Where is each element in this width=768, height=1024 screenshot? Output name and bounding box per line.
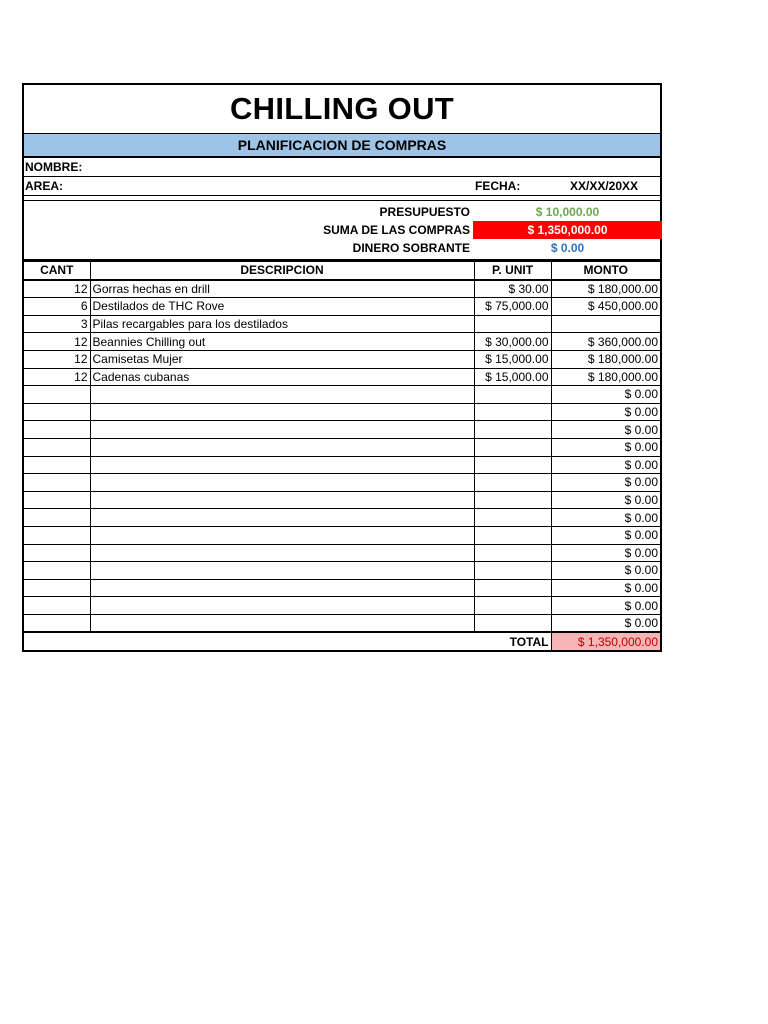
amount-cell[interactable]: $ 180,000.00 <box>551 350 660 368</box>
sobrante-row <box>24 239 660 257</box>
purchases-table <box>24 261 660 650</box>
unit-price-cell[interactable]: $ 75,000.00 <box>474 298 551 316</box>
description-cell[interactable] <box>90 386 474 404</box>
amount-cell[interactable]: $ 0.00 <box>551 562 660 580</box>
unit-price-cell[interactable] <box>474 474 551 492</box>
suma-row <box>24 221 660 239</box>
unit-price-cell[interactable]: $ 30.00 <box>474 280 551 298</box>
nombre-label: NOMBRE: <box>25 160 83 174</box>
amount-cell[interactable]: $ 0.00 <box>551 491 660 509</box>
amount-cell[interactable]: $ 0.00 <box>551 456 660 474</box>
fecha-value[interactable]: XX/XX/20XX <box>570 179 639 193</box>
unit-price-cell[interactable] <box>474 562 551 580</box>
cant-cell[interactable]: 6 <box>24 298 90 316</box>
cant-cell[interactable] <box>24 579 90 597</box>
fecha-label: FECHA: <box>475 179 521 193</box>
cant-cell[interactable]: 12 <box>24 368 90 386</box>
unit-price-cell[interactable] <box>474 386 551 404</box>
table-row[interactable] <box>24 333 660 351</box>
description-cell[interactable] <box>90 562 474 580</box>
table-row[interactable] <box>24 526 660 544</box>
cant-cell[interactable] <box>24 421 90 439</box>
amount-cell[interactable]: $ 0.00 <box>551 421 660 439</box>
cant-cell[interactable]: 3 <box>24 315 90 333</box>
cant-cell[interactable] <box>24 403 90 421</box>
table-row[interactable] <box>24 421 660 439</box>
cant-cell[interactable] <box>24 562 90 580</box>
total-value[interactable]: $ 1,350,000.00 <box>551 632 660 650</box>
description-cell[interactable] <box>90 597 474 615</box>
total-spacer <box>24 632 90 650</box>
unit-price-cell[interactable] <box>474 403 551 421</box>
table-row[interactable] <box>24 614 660 632</box>
amount-cell[interactable]: $ 0.00 <box>551 579 660 597</box>
total-row <box>24 632 660 650</box>
table-body <box>24 280 660 633</box>
table-row[interactable] <box>24 368 660 386</box>
area-label: AREA: <box>25 179 63 193</box>
document-subtitle: PLANIFICACION DE COMPRAS <box>24 133 660 158</box>
amount-cell[interactable]: $ 360,000.00 <box>551 333 660 351</box>
description-cell[interactable] <box>90 614 474 632</box>
unit-price-cell[interactable] <box>474 509 551 527</box>
amount-cell[interactable]: $ 0.00 <box>551 597 660 615</box>
amount-cell[interactable]: $ 450,000.00 <box>551 298 660 316</box>
unit-price-cell[interactable]: $ 15,000.00 <box>474 368 551 386</box>
amount-cell[interactable]: $ 0.00 <box>551 386 660 404</box>
cant-cell[interactable] <box>24 526 90 544</box>
table-row[interactable] <box>24 298 660 316</box>
amount-cell[interactable] <box>551 315 660 333</box>
amount-cell[interactable]: $ 0.00 <box>551 474 660 492</box>
unit-price-cell[interactable] <box>474 438 551 456</box>
description-cell[interactable] <box>90 474 474 492</box>
description-cell[interactable] <box>90 544 474 562</box>
total-spacer <box>90 632 474 650</box>
table-row[interactable] <box>24 280 660 298</box>
unit-price-cell[interactable] <box>474 579 551 597</box>
amount-cell[interactable]: $ 0.00 <box>551 544 660 562</box>
description-cell[interactable]: Camisetas Mujer <box>90 350 474 368</box>
description-cell[interactable] <box>90 509 474 527</box>
description-cell[interactable] <box>90 421 474 439</box>
table-row[interactable] <box>24 491 660 509</box>
unit-price-cell[interactable] <box>474 544 551 562</box>
table-row[interactable] <box>24 315 660 333</box>
suma-value[interactable]: $ 1,350,000.00 <box>473 221 662 239</box>
col-header-descripcion: DESCRIPCION <box>90 262 474 280</box>
unit-price-cell[interactable] <box>474 597 551 615</box>
unit-price-cell[interactable] <box>474 526 551 544</box>
table-row[interactable] <box>24 403 660 421</box>
unit-price-cell[interactable] <box>474 421 551 439</box>
sobrante-value[interactable]: $ 0.00 <box>550 241 585 255</box>
amount-cell[interactable]: $ 0.00 <box>551 526 660 544</box>
description-cell[interactable] <box>90 491 474 509</box>
cant-cell[interactable] <box>24 491 90 509</box>
table-row[interactable] <box>24 474 660 492</box>
document-title: CHILLING OUT <box>229 91 455 126</box>
amount-cell[interactable]: $ 0.00 <box>551 403 660 421</box>
cant-cell[interactable]: 12 <box>24 280 90 298</box>
table-header-row <box>24 262 660 280</box>
description-cell[interactable] <box>90 526 474 544</box>
amount-cell[interactable]: $ 0.00 <box>551 509 660 527</box>
col-header-cant: CANT <box>24 262 90 280</box>
table-row[interactable] <box>24 562 660 580</box>
table-row[interactable] <box>24 350 660 368</box>
suma-label: SUMA DE LAS COMPRAS <box>323 223 470 237</box>
amount-cell[interactable]: $ 180,000.00 <box>551 280 660 298</box>
table-row[interactable] <box>24 456 660 474</box>
description-cell[interactable] <box>90 403 474 421</box>
amount-cell[interactable]: $ 0.00 <box>551 614 660 632</box>
amount-cell[interactable]: $ 0.00 <box>551 438 660 456</box>
cant-cell[interactable]: 12 <box>24 350 90 368</box>
area-row[interactable] <box>24 177 660 196</box>
presupuesto-label: PRESUPUESTO <box>379 205 470 219</box>
unit-price-cell[interactable]: $ 15,000.00 <box>474 350 551 368</box>
col-header-p-unit: P. UNIT <box>474 262 551 280</box>
description-cell[interactable] <box>90 438 474 456</box>
cant-cell[interactable] <box>24 438 90 456</box>
col-header-monto: MONTO <box>551 262 660 280</box>
nombre-row[interactable] <box>24 158 660 177</box>
amount-cell[interactable]: $ 180,000.00 <box>551 368 660 386</box>
cant-cell[interactable] <box>24 614 90 632</box>
presupuesto-row <box>24 203 660 221</box>
unit-price-cell[interactable] <box>474 315 551 333</box>
cant-cell[interactable]: 12 <box>24 333 90 351</box>
cant-cell[interactable] <box>24 544 90 562</box>
cant-cell[interactable] <box>24 597 90 615</box>
description-cell[interactable]: Pilas recargables para los destilados <box>90 315 474 333</box>
unit-price-cell[interactable]: $ 30,000.00 <box>474 333 551 351</box>
description-cell[interactable]: Beannies Chilling out <box>90 333 474 351</box>
total-label: TOTAL <box>474 632 551 650</box>
presupuesto-value[interactable]: $ 10,000.00 <box>535 205 600 219</box>
table-row[interactable] <box>24 597 660 615</box>
description-cell[interactable] <box>90 456 474 474</box>
cant-cell[interactable] <box>24 474 90 492</box>
table-row[interactable] <box>24 386 660 404</box>
unit-price-cell[interactable] <box>474 456 551 474</box>
table-row[interactable] <box>24 544 660 562</box>
description-cell[interactable]: Destilados de THC Rove <box>90 298 474 316</box>
sobrante-label: DINERO SOBRANTE <box>352 241 470 255</box>
table-row[interactable] <box>24 579 660 597</box>
description-cell[interactable]: Gorras hechas en drill <box>90 280 474 298</box>
description-cell[interactable] <box>90 579 474 597</box>
table-row[interactable] <box>24 438 660 456</box>
cant-cell[interactable] <box>24 456 90 474</box>
description-cell[interactable]: Cadenas cubanas <box>90 368 474 386</box>
cant-cell[interactable] <box>24 509 90 527</box>
cant-cell[interactable] <box>24 386 90 404</box>
unit-price-cell[interactable] <box>474 491 551 509</box>
table-row[interactable] <box>24 509 660 527</box>
unit-price-cell[interactable] <box>474 614 551 632</box>
purchase-planning-sheet <box>22 83 662 652</box>
budget-summary <box>24 200 660 261</box>
